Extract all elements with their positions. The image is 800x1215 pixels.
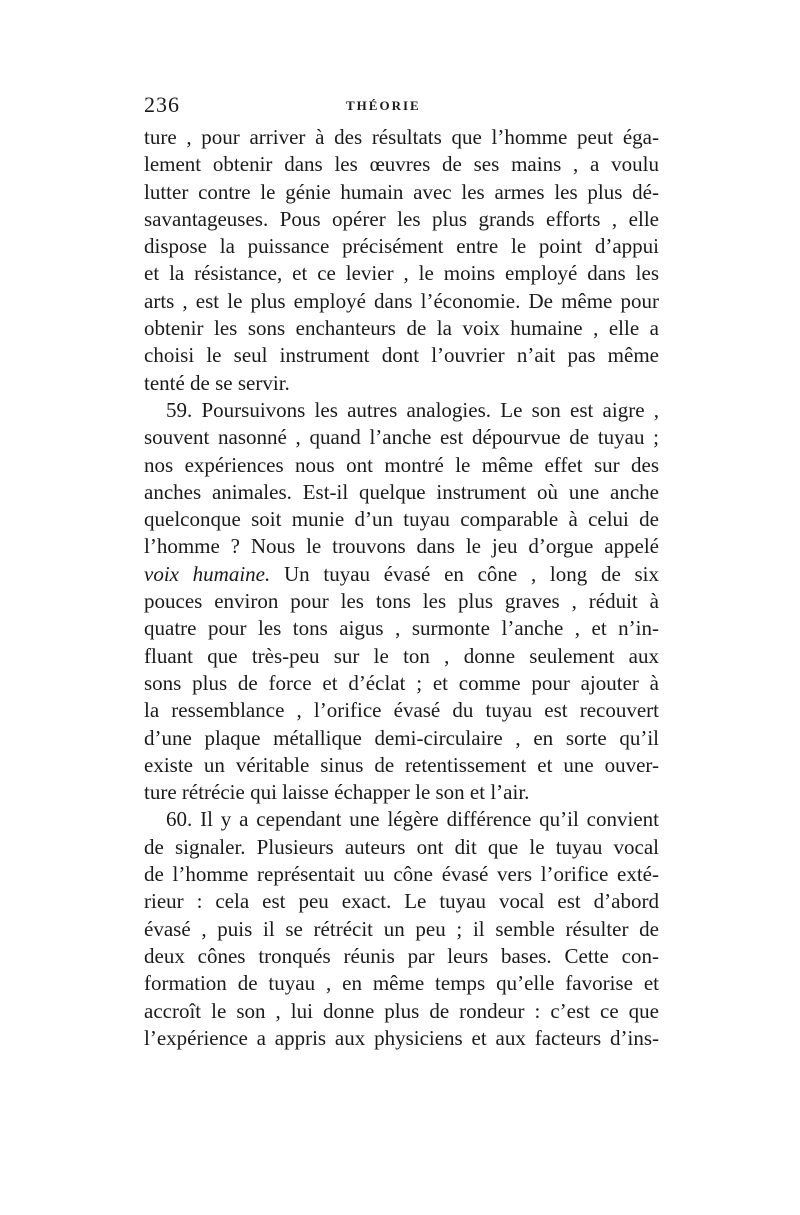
text-line: de l’homme représentait uu cône évasé vers l’orifice exté-: [144, 862, 659, 887]
text-line: rieur : cela est peu exact. Le tuyau vocal est d’abord: [144, 889, 659, 914]
text-line: sons plus de force et d’éclat ; et comme pour ajouter à: [144, 670, 659, 695]
text-line: deux cônes tronqués réunis par leurs bases. Cette con-: [144, 943, 659, 968]
body-text: [144, 124, 659, 1052]
paragraph-59-start: 59. Poursuivons les autres analogies. Le son est aigre ,: [166, 397, 659, 422]
text-line: l’homme ? Nous le trouvons dans le jeu d’orgue appelé: [144, 534, 659, 559]
text-line: d’une plaque métallique demi-circulaire , en sorte qu’il: [144, 725, 659, 750]
text-line: obtenir les sons enchanteurs de la voix humaine , elle a: [144, 316, 659, 341]
text-line: anches animales. Est-il quelque instrument où une anche: [144, 479, 659, 504]
page-header: [144, 92, 664, 122]
text-line: nos expériences nous ont montré le même effet sur des: [144, 452, 659, 477]
text-line: la ressemblance , l’orifice évasé du tuyau est recouvert: [144, 698, 659, 723]
italic-term: voix humaine.: [144, 561, 271, 586]
page-number: 236: [144, 92, 180, 117]
paragraph-60-start: 60. Il y a cependant une légère différence qu’il convient: [166, 807, 659, 832]
text-line: [144, 561, 659, 588]
text-line: formation de tuyau , en même temps qu’elle favorise et: [144, 971, 659, 996]
text-line: fluant que très-peu sur le ton , donne seulement aux: [144, 643, 659, 668]
text-line: quatre pour les tons aigus , surmonte l’anche , et n’in-: [144, 616, 659, 641]
text-line: existe un véritable sinus de retentissement et une ouver-: [144, 752, 659, 777]
text-line: souvent nasonné , quand l’anche est dépourvue de tuyau ;: [144, 425, 659, 450]
text-line: l’expérience a appris aux physiciens et aux facteurs d’ins-: [144, 1025, 659, 1050]
text-line: lement obtenir dans les œuvres de ses mains , a voulu: [144, 152, 659, 177]
text-line: arts , est le plus employé dans l’économie. De même pour: [144, 288, 659, 313]
text-line: et la résistance, et ce levier , le moins employé dans les: [144, 261, 659, 286]
text-line: choisi le seul instrument dont l’ouvrier n’ait pas même: [144, 343, 659, 368]
text-line: tenté de se servir.: [144, 370, 290, 395]
text-line: savantageuses. Pous opérer les plus grands efforts , elle: [144, 206, 659, 231]
running-title: THÉORIE: [346, 98, 421, 113]
text-line: accroît le son , lui donne plus de rondeur : c’est ce que: [144, 998, 659, 1023]
text-line: ture rétrécie qui laisse échapper le son et l’air.: [144, 780, 530, 805]
text-line-rest: Un tuyau évasé en cône , long de six: [270, 561, 659, 586]
text-line: ture , pour arriver à des résultats que l’homme peut éga-: [144, 125, 659, 149]
text-line: dispose la puissance précisément entre le point d’appui: [144, 234, 659, 259]
text-line: pouces environ pour les tons les plus graves , réduit à: [144, 589, 659, 614]
text-line: évasé , puis il se rétrécit un peu ; il semble résulter de: [144, 916, 659, 941]
text-line: quelconque soit munie d’un tuyau comparable à celui de: [144, 507, 659, 532]
text-line: lutter contre le génie humain avec les armes les plus dé-: [144, 179, 659, 204]
text-line: de signaler. Plusieurs auteurs ont dit que le tuyau vocal: [144, 834, 659, 859]
